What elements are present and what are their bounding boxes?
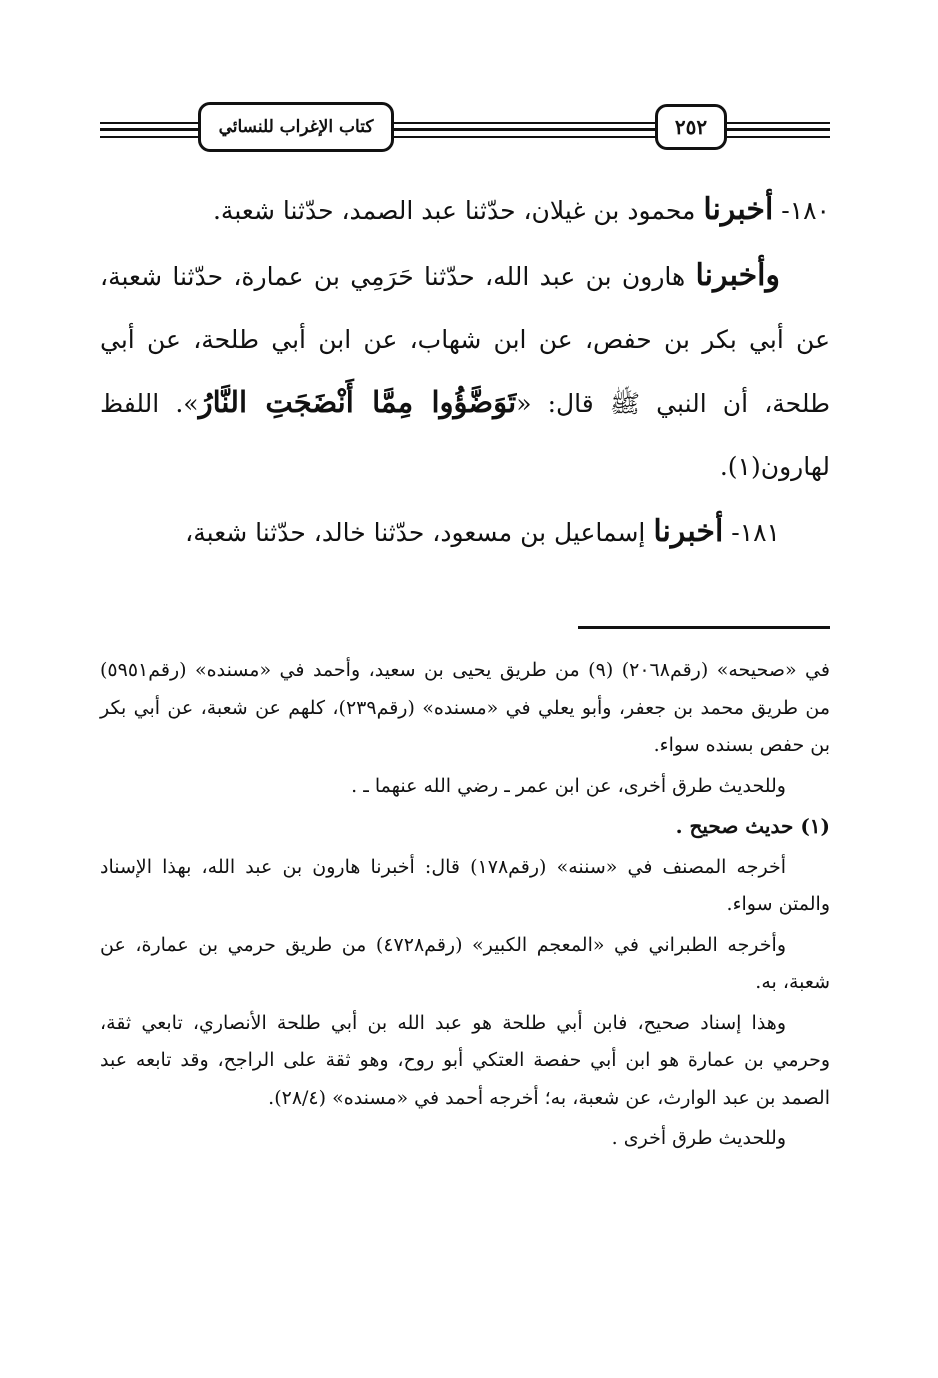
footnote-paragraph: وهذا إسناد صحيح، فابن أبي طلحة هو عبد الله بن أبي طلحة الأنصاري، تابعي ثقة، وحرمي بن عمارة هو ابن أبي حفصة العتكي أبو روح، وهو ثقة على الراجح، وقد تابعه عبد الصمد بن عبد الوارث، عن شعبة، به؛ أخرجه أحمد في «مسنده» (٢٨/٤). (100, 1011, 830, 1109)
hadith-181 (100, 500, 830, 564)
hadith-180 (100, 178, 830, 242)
footnote-divider (578, 626, 830, 629)
footnote-paragraph: أخرجه المصنف في «سننه» (رقم١٧٨) قال: أخبرنا هارون بن عبد الله، بهذا الإسناد والمتن سواء. (100, 855, 830, 915)
footnote-paragraph: في «صحيحه» (رقم٢٠٦٨) (٩) من طريق يحيى بن سعيد، وأحمد في «مسنده» (رقم٥٩٥١) من طريق محمد بن جعفر، وأبو يعلي في «مسنده» (رقم٢٣٩)، كلهم عن شعبة، عن أبي بكر بن حفص بسنده سواء. (100, 659, 830, 756)
footnote-heading: (١) حديث صحيح . (675, 814, 830, 838)
main-text (100, 178, 830, 564)
footnote-paragraph: وأخرجه الطبراني في «المعجم الكبير» (رقم٤٧٢٨) من طريق حرمي بن عمارة، عن شعبة، به. (100, 933, 830, 993)
akhbarana-keyword: أخبرنا (653, 514, 724, 549)
isnad-text: محمود بن غيلان، حدّثنا عبد الصمد، حدّثنا شعبة. (212, 196, 704, 225)
isnad-text-end: ». اللفظ لهارون(١). (100, 389, 830, 481)
hadith-180-second-chain (100, 244, 830, 498)
isnad-text: إسماعيل بن مسعود، حدّثنا خالد، حدّثنا شعبة، (185, 518, 654, 547)
footnote-paragraph: وللحديث طرق أخرى . (611, 1127, 786, 1149)
footnote-paragraph: وللحديث طرق أخرى، عن ابن عمر ـ رضي الله عنهما ـ . (351, 774, 786, 797)
page-number: ٢٥٢ (655, 104, 727, 150)
page-header (100, 100, 830, 160)
hadith-matn: تَوَضَّؤُوا مِمَّا أَنْضَجَتِ النَّارُ (198, 385, 517, 419)
book-title: كتاب الإغراب للنسائي (198, 102, 394, 152)
isnad-text: هارون بن عبد الله، حدّثنا حَرَمِي بن عمارة، حدّثنا شعبة، عن أبي بكر بن حفص، عن ابن شهاب، عن ابن أبي طلحة، عن أبي طلحة، أن النبي ﷺ قال: « (100, 262, 830, 418)
hadith-number: ١٨١- (723, 518, 780, 547)
hadith-number: ١٨٠- (773, 196, 830, 225)
akhbarana-keyword: أخبرنا (703, 192, 774, 227)
akhbarana-keyword: وأخبرنا (695, 258, 780, 293)
footnotes (100, 652, 830, 1158)
